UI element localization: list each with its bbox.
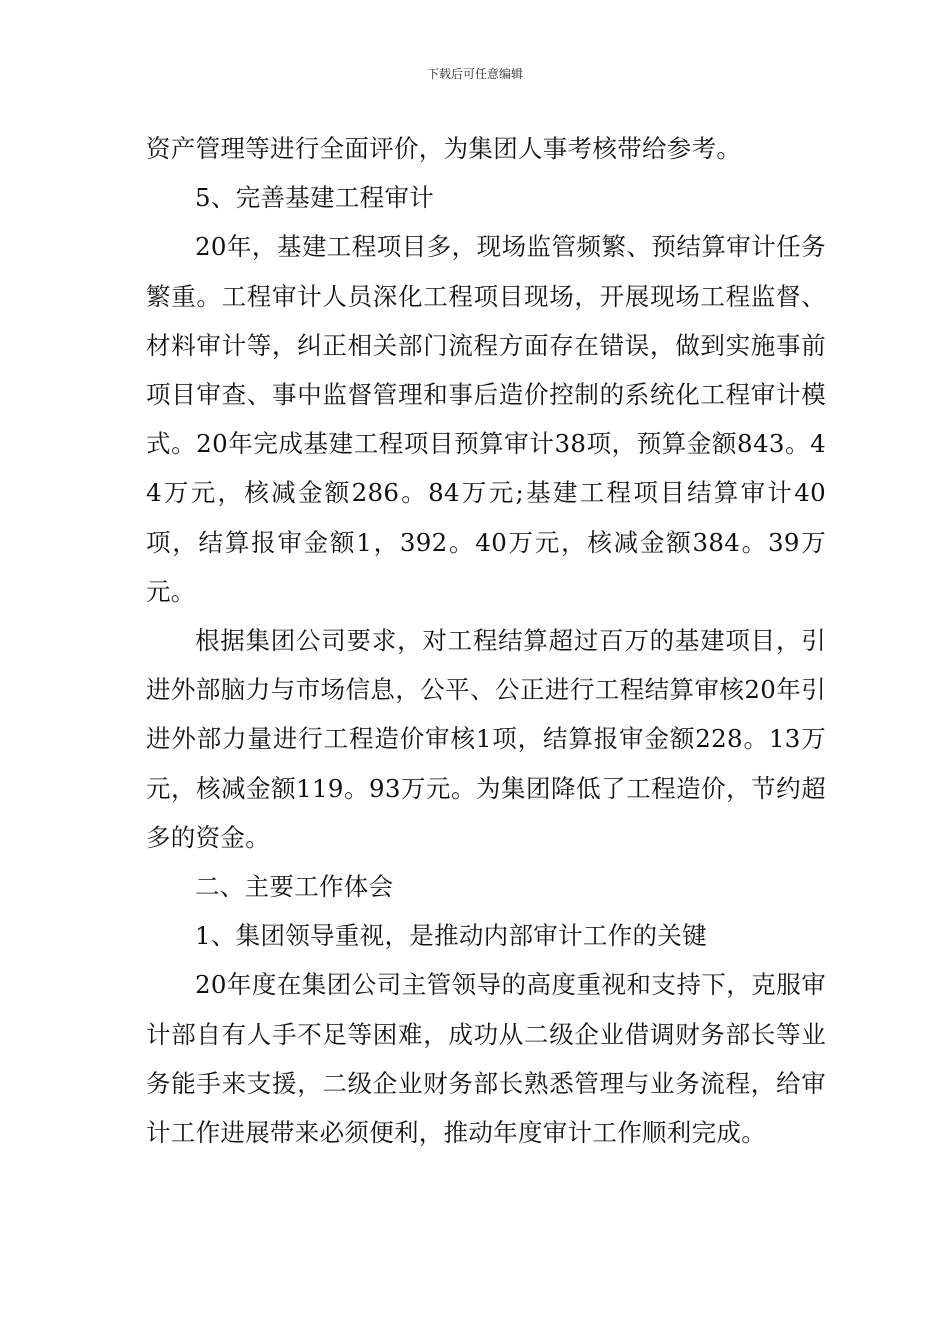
section-heading-experience: 二、主要工作体会 xyxy=(195,872,394,902)
paragraph-construction-audit: 20年，基建工程项目多，现场监管频繁、预结算审计任务繁重。工程审计人员深化工程项目现场，开展现场工程监督、材料审计等，纠正相关部门流程方面存在错误，做到实施事前项目审查、事中监督管理和事后造价控制的系统化工程审计模式。20年完成基建工程项目预算审计38项，预算金额843。44万元，核减金额286。84万元;基建工程项目结算审计40项，结算报审金额1，392。40万元，核减金额384。39万元。 xyxy=(146,232,826,606)
document-body xyxy=(146,124,826,1157)
section-heading-5: 5、完善基建工程审计 xyxy=(195,183,435,213)
subheading-leadership: 1、集团领导重视，是推动内部审计工作的关键 xyxy=(195,921,707,951)
paragraph-continuation: 资产管理等进行全面评价，为集团人事考核带给参考。 xyxy=(146,134,742,163)
paragraph-external-review: 根据集团公司要求，对工程结算超过百万的基建项目，引进外部脑力与市场信息，公平、公正进行工程结算审核20年引进外部力量进行工程造价审核1项，结算报审金额228。13万元，核减金额119。93万元。为集团降低了工程造价，节约超多的资金。 xyxy=(146,626,826,852)
page-header: 下载后可任意编辑 xyxy=(426,67,523,81)
paragraph-leadership-support: 20年度在集团公司主管领导的高度重视和支持下，克服审计部自有人手不足等困难，成功从二级企业借调财务部长等业务能手来支援，二级企业财务部长熟悉管理与业务流程，给审计工作进展带来必须便利，推动年度审计工作顺利完成。 xyxy=(146,970,826,1148)
